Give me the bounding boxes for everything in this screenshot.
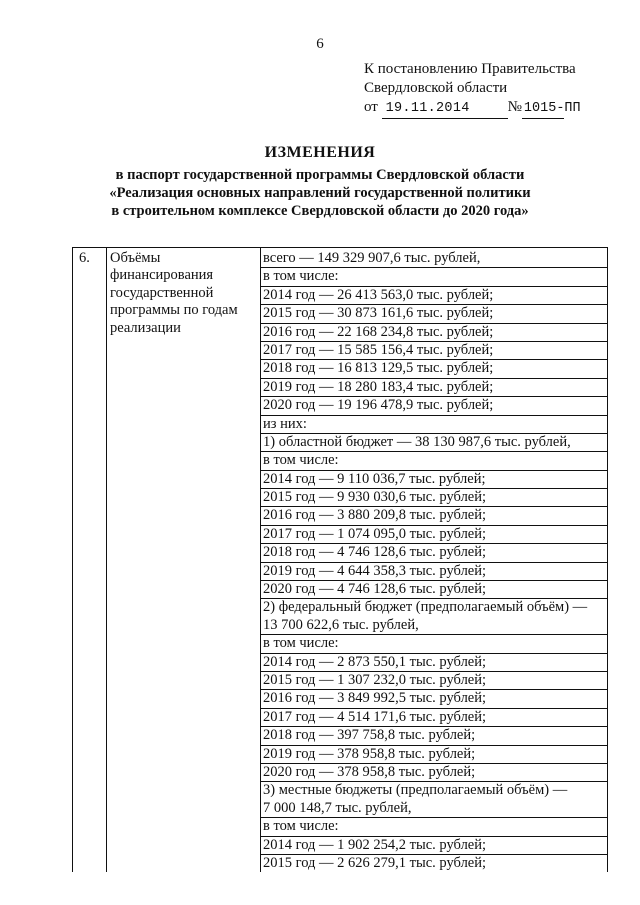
approval-date: 19.11.2014: [382, 99, 508, 119]
value-line: всего — 149 329 907,6 тыс. рублей,: [261, 250, 607, 268]
subtitle-line: в паспорт государственной программы Свердловской области: [115, 167, 525, 183]
label-line: Объёмы: [110, 250, 161, 266]
value-line: 2019 год — 378 958,8 тыс. рублей;: [261, 746, 607, 764]
value-line: 2016 год — 3 880 209,8 тыс. рублей;: [261, 507, 607, 525]
value-line: [261, 599, 607, 635]
value-text: 3) местные бюджеты (предполагаемый объём) —: [263, 782, 568, 799]
value-line: 2015 год — 1 307 232,0 тыс. рублей;: [261, 672, 607, 690]
value-line: 1) областной бюджет — 38 130 987,6 тыс. рублей,: [261, 434, 607, 452]
value-line: 2019 год — 18 280 183,4 тыс. рублей;: [261, 379, 607, 397]
value-line: 2019 год — 4 644 358,3 тыс. рублей;: [261, 563, 607, 581]
value-line: 2018 год — 397 758,8 тыс. рублей;: [261, 727, 607, 745]
value-line: 2018 год — 4 746 128,6 тыс. рублей;: [261, 544, 607, 562]
value-line: в том числе:: [261, 635, 607, 653]
value-line: 2015 год — 2 626 279,1 тыс. рублей;: [263, 854, 487, 871]
value-line: 2016 год — 22 168 234,8 тыс. рублей;: [261, 324, 607, 342]
value-line: 2014 год — 1 902 254,2 тыс. рублей;: [261, 837, 607, 855]
approval-number: 1015-ПП: [522, 99, 564, 119]
value-line: 2017 год — 4 514 171,6 тыс. рублей;: [261, 709, 607, 727]
value-line: 2014 год — 26 413 563,0 тыс. рублей;: [261, 287, 607, 305]
passport-table: [72, 247, 608, 872]
value-line: 2017 год — 1 074 095,0 тыс. рублей;: [261, 526, 607, 544]
value-line: в том числе:: [261, 268, 607, 286]
value-line: 2020 год — 4 746 128,6 тыс. рублей;: [261, 581, 607, 599]
value-line: из них:: [261, 416, 607, 434]
value-line: в том числе:: [261, 818, 607, 836]
page-number: 6: [316, 36, 324, 52]
label-line: программы по годам: [110, 302, 238, 319]
label-line: реализации: [110, 319, 181, 336]
value-line: 2015 год — 30 873 161,6 тыс. рублей;: [261, 305, 607, 323]
value-text: 7 000 148,7 тыс. рублей,: [263, 799, 412, 816]
subtitle-line: в строительном комплексе Свердловской области до 2020 года»: [111, 203, 529, 219]
label-line: финансирования: [110, 267, 214, 284]
value-line: 2020 год — 19 196 478,9 тыс. рублей;: [261, 397, 607, 415]
table-row: [73, 248, 608, 873]
row-label: [107, 248, 261, 873]
value-text: 2) федеральный бюджет (предполагаемый объём) —: [263, 599, 588, 616]
value-line: 2016 год — 3 849 992,5 тыс. рублей;: [261, 690, 607, 708]
value-line: 2020 год — 378 958,8 тыс. рублей;: [261, 764, 607, 782]
value-line: 2017 год — 15 585 156,4 тыс. рублей;: [261, 342, 607, 360]
document-title: ИЗМЕНЕНИЯ: [264, 144, 376, 161]
label-line: государственной: [110, 284, 214, 301]
subtitle-line: «Реализация основных направлений государственной политики: [109, 185, 531, 201]
row-values: [261, 248, 608, 873]
from-label: от: [364, 99, 378, 115]
row-number: 6.: [73, 248, 107, 873]
number-label: №: [507, 99, 522, 115]
value-line: 2014 год — 2 873 550,1 тыс. рублей;: [261, 654, 607, 672]
value-line: 2014 год — 9 110 036,7 тыс. рублей;: [261, 471, 607, 489]
approval-line-2: Свердловской области: [364, 80, 508, 96]
approval-block: [364, 60, 581, 119]
document-subtitle: [60, 166, 580, 220]
value-line: 2018 год — 16 813 129,5 тыс. рублей;: [261, 360, 607, 378]
value-line: 2015 год — 9 930 030,6 тыс. рублей;: [261, 489, 607, 507]
approval-line-1: К постановлению Правительства: [364, 61, 576, 77]
value-line: в том числе:: [261, 452, 607, 470]
approval-date-line: [364, 98, 581, 119]
value-line: [261, 782, 607, 818]
value-text: 13 700 622,6 тыс. рублей,: [263, 616, 419, 633]
